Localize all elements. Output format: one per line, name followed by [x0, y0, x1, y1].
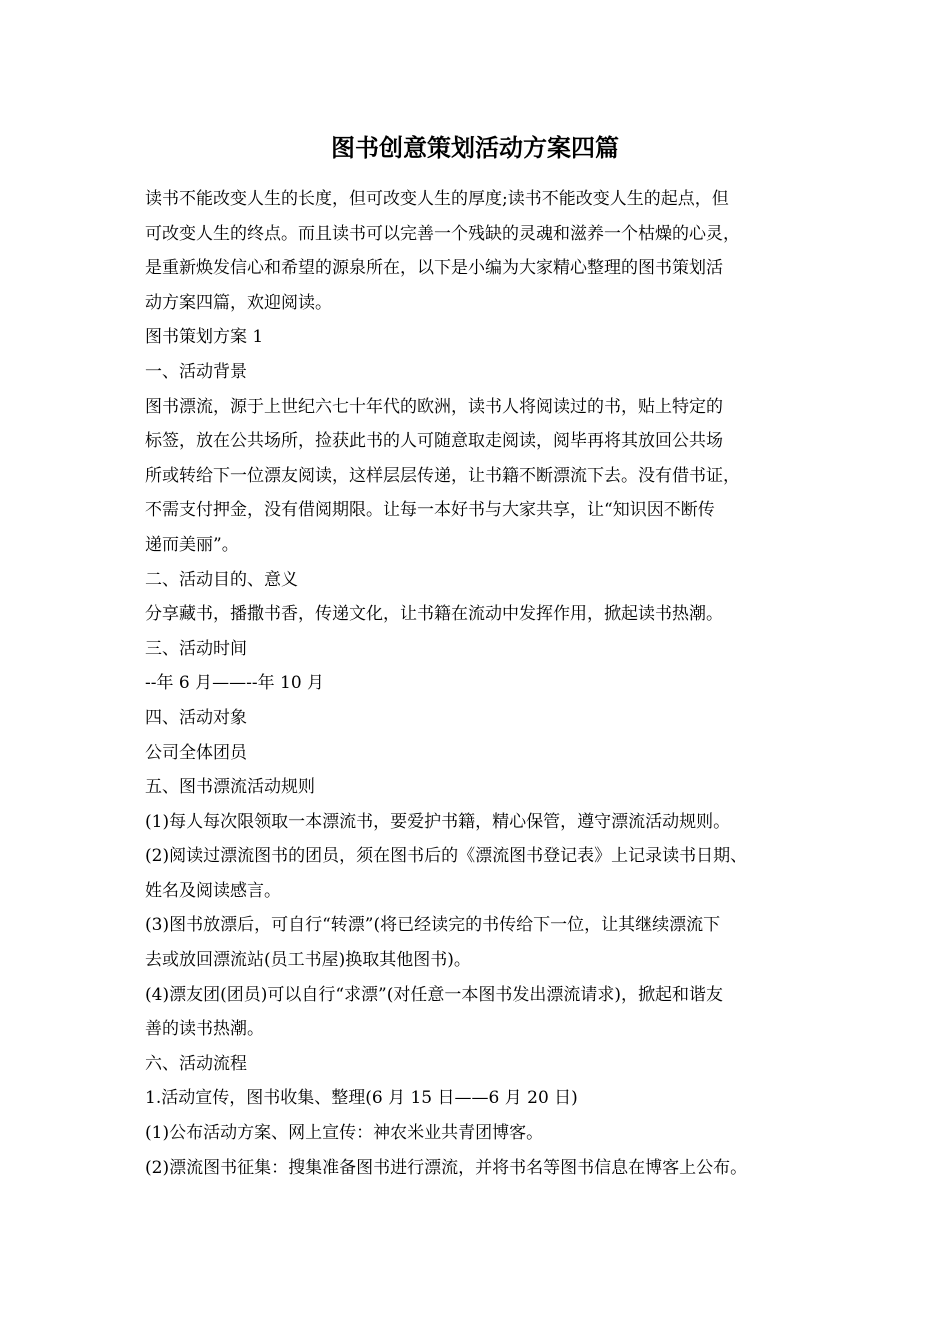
text-line: (2)阅读过漂流图书的团员，须在图书后的《漂流图书登记表》上记录读书日期、 — [145, 846, 748, 867]
section-heading: 五、图书漂流活动规则 — [145, 777, 315, 798]
section-heading: 六、活动流程 — [145, 1053, 247, 1074]
text-line: (2)漂流图书征集：搜集准备图书进行漂流，并将书名等图书信息在博客上公布。 — [145, 1157, 748, 1178]
document-title: 图书创意策划活动方案四篇 — [331, 133, 619, 162]
section-heading: 一、活动背景 — [145, 361, 247, 382]
text-line: 姓名及阅读感言。 — [145, 880, 281, 901]
text-line: 公司全体团员 — [145, 742, 247, 763]
text-line: 去或放回漂流站(员工书屋)换取其他图书)。 — [145, 950, 471, 971]
section-heading: 图书策划方案 1 — [145, 327, 264, 348]
section-heading: 三、活动时间 — [145, 638, 247, 659]
text-line: (1)每人每次限领取一本漂流书，要爱护书籍，精心保管，遵守漂流活动规则。 — [145, 811, 731, 832]
text-line: (1)公布活动方案、网上宣传：神农米业共青团博客。 — [145, 1123, 544, 1144]
section-heading: 二、活动目的、意义 — [145, 569, 298, 590]
text-line: (3)图书放漂后，可自行“转漂”(将已经读完的书传给下一位，让其继续漂流下 — [145, 915, 721, 936]
section-heading: 四、活动对象 — [145, 707, 247, 728]
text-line: --年 6 月——--年 10 月 — [145, 673, 325, 694]
text-line: 递而美丽”。 — [145, 534, 239, 555]
text-line: 图书漂流，源于上世纪六七十年代的欧洲，读书人将阅读过的书，贴上特定的 — [145, 396, 723, 417]
text-line: 读书不能改变人生的长度，但可改变人生的厚度;读书不能改变人生的起点，但 — [145, 189, 729, 209]
text-line: 是重新焕发信心和希望的源泉所在，以下是小编为大家精心整理的图书策划活 — [145, 258, 723, 279]
text-line: 1.活动宣传，图书收集、整理(6 月 15 日——6 月 20 日) — [145, 1088, 578, 1109]
text-line: 不需支付押金，没有借阅期限。让每一本好书与大家共享，让“知识因不断传 — [145, 500, 715, 521]
text-line: 善的读书热潮。 — [145, 1019, 264, 1040]
text-line: (4)漂友团(团员)可以自行“求漂”(对任意一本图书发出漂流请求)，掀起和谐友 — [145, 984, 723, 1005]
text-line: 可改变人生的终点。而且读书可以完善一个残缺的灵魂和滋养一个枯燥的心灵， — [145, 223, 740, 244]
text-line: 分享藏书，播撒书香，传递文化，让书籍在流动中发挥作用，掀起读书热潮。 — [145, 604, 723, 625]
document-body — [145, 182, 810, 1185]
text-line: 动方案四篇，欢迎阅读。 — [145, 292, 332, 313]
text-line: 所或转给下一位漂友阅读，这样层层传递，让书籍不断漂流下去。没有借书证， — [145, 465, 740, 486]
text-line: 标签，放在公共场所，捡获此书的人可随意取走阅读，阅毕再将其放回公共场 — [145, 431, 723, 452]
